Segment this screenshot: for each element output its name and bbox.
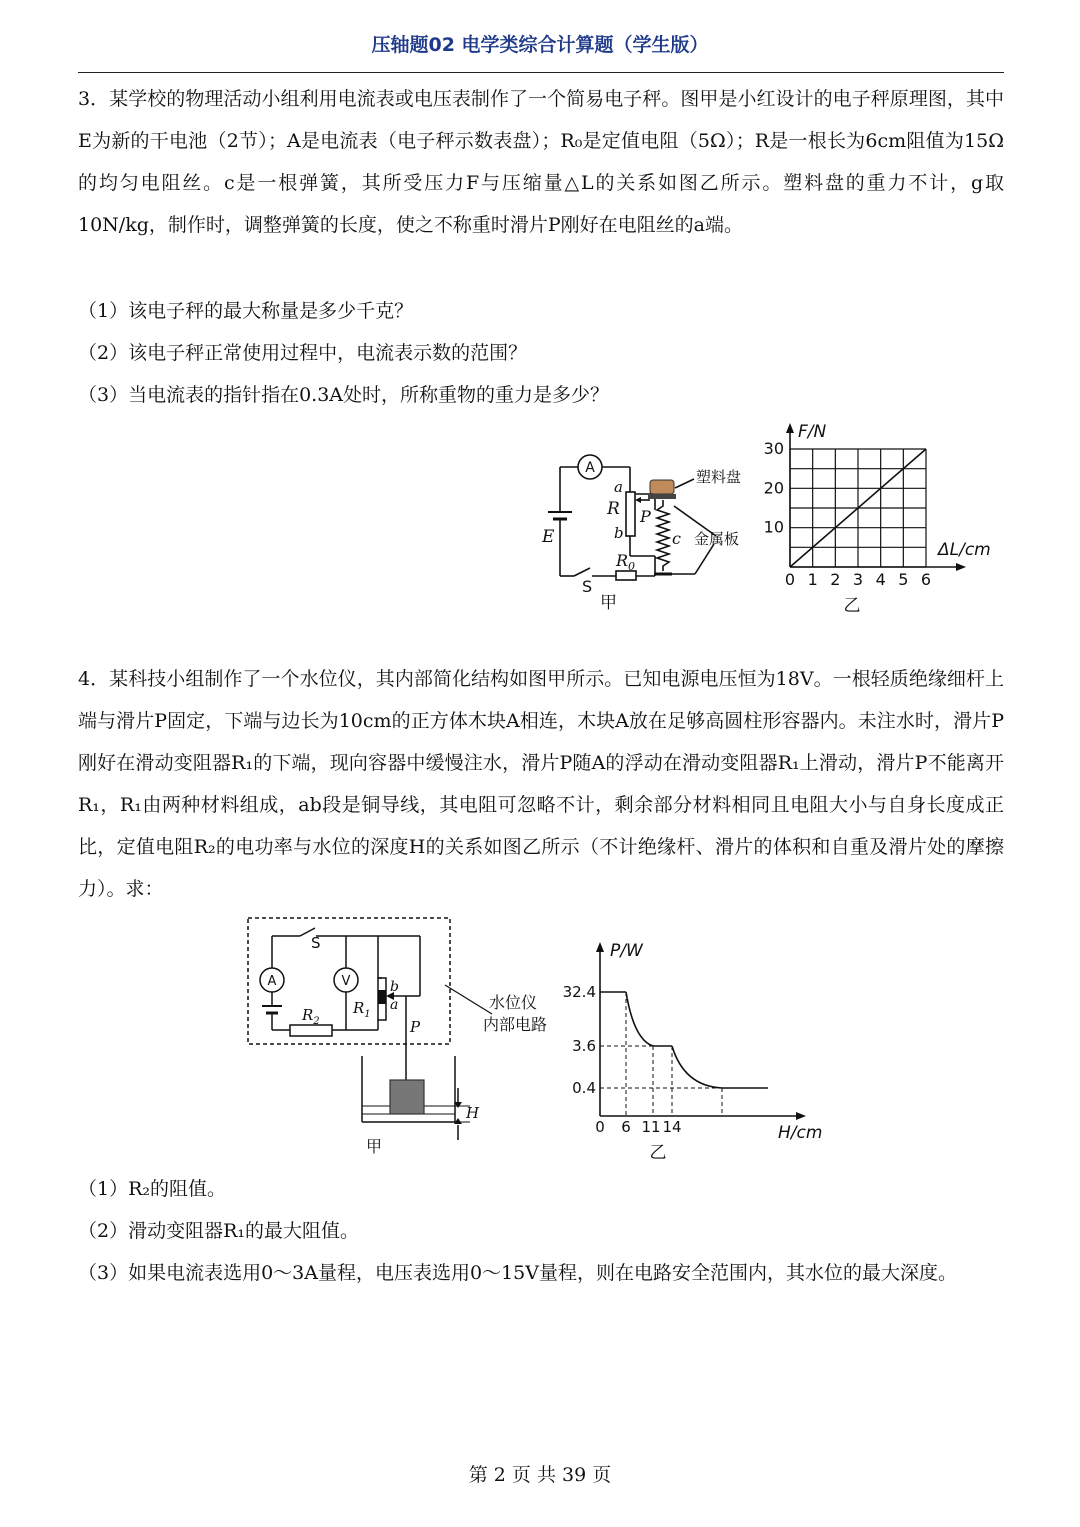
q3-label-S: S	[582, 577, 593, 596]
q4-sub3: （3）如果电流表选用0～3A量程，电压表选用0～15V量程，则在电路安全范围内，其水位的最大深度。	[78, 1262, 957, 1284]
chart3-x-axis-arrow	[956, 563, 966, 571]
chart3-x-tick-label: 6	[920, 570, 932, 589]
q3-label-plate: 塑料盘	[696, 468, 742, 486]
q3-label-E: E	[542, 527, 555, 547]
chart3-x-tick-label: 3	[852, 570, 864, 589]
page-footer-number: 第 2 页 共 39 页	[468, 1464, 612, 1486]
q4-r2-resistor	[290, 1025, 332, 1036]
q3-label-c: c	[672, 529, 681, 548]
chart4-y-tick-label: 3.6	[572, 1037, 596, 1055]
q4-ammeter-label: A	[267, 974, 277, 989]
q3-label-R: R	[607, 499, 620, 519]
chart3-x-tick-label: 2	[830, 570, 841, 589]
q3-circuit-figure	[530, 440, 760, 620]
q3-label-b: b	[614, 524, 624, 542]
chart3-y-tick-label: 10	[763, 517, 784, 537]
chart4-y-axis-arrow	[596, 942, 604, 952]
chart4-y-tick-label: 32.4	[562, 983, 596, 1001]
q4-sub1: （1）R₂的阻值。	[78, 1178, 227, 1200]
q3-force-compression-chart	[760, 415, 1010, 620]
q4-device-label-line2: 内部电路	[483, 1015, 548, 1034]
q4-wood-block	[390, 1080, 424, 1114]
q3-label-P: P	[640, 507, 651, 526]
chart4-caption: 乙	[649, 1143, 667, 1163]
chart3-y-axis-label: F/N	[798, 422, 827, 442]
page-header-title: 压轴题02 电学类综合计算题（学生版）	[371, 34, 709, 56]
q3-ammeter-label: A	[585, 460, 595, 476]
chart3-x-axis-label: ΔL/cm	[938, 540, 991, 560]
q4-label-R1: $R_1$	[353, 999, 371, 1020]
header-divider	[78, 72, 1004, 73]
chart4-x-tick-label: 11	[641, 1118, 661, 1136]
q3-stem: 3．某学校的物理活动小组利用电流表或电压表制作了一个简易电子秤。图甲是小红设计的电子秤原理图，其中E为新的干电池（2节）；A是电流表（电子秤示数表盘）；R₀是定值电阻（5Ω）；R是一根长为6cm阻值为15Ω的均匀电阻丝。c是一根弹簧，其所受压力F与压缩量△L的关系如图乙所示。塑料盘的重力不计，g取10N/kg，制作时，调整弹簧的长度，使之不称重时滑片P刚好在电阻丝的a端。	[78, 88, 1004, 236]
chart4-series-curve	[626, 992, 653, 1046]
q4-fig-a-caption: 甲	[366, 1137, 383, 1156]
chart4-x-axis-arrow	[796, 1112, 806, 1120]
q3-sub1: （1）该电子秤的最大称量是多少千克？	[78, 300, 414, 322]
chart3-y-axis-arrow	[786, 423, 794, 433]
chart4-x-tick-label: 14	[662, 1118, 682, 1136]
chart4-y-axis-label: P/W	[610, 941, 643, 961]
chart4-x-tick-label: 6	[621, 1118, 631, 1136]
q3-fig-a-caption: 甲	[600, 593, 617, 613]
q4-label-S: S	[311, 934, 321, 952]
q3-sub3: （3）当电流表的指针指在0.3A处时，所称重物的重力是多少？	[78, 384, 610, 406]
chart3-y-tick-label: 20	[763, 478, 784, 498]
chart3-x-tick-label: 5	[898, 570, 909, 589]
chart3-x-tick-label: 1	[807, 570, 818, 589]
q4-label-b: b	[390, 979, 399, 995]
q3-label-metal: 金属板	[694, 530, 740, 548]
q3-label-a: a	[614, 478, 623, 496]
q3-label-R0: $R_0$	[616, 551, 636, 573]
q4-label-R2: $R_2$	[302, 1006, 320, 1027]
q4-label-a: a	[390, 997, 399, 1013]
q3-sub2: （2）该电子秤正常使用过程中，电流表示数的范围？	[78, 342, 528, 364]
q4-label-P: P	[410, 1018, 421, 1036]
q4-power-depth-chart	[560, 932, 840, 1167]
q4-stem: 4．某科技小组制作了一个水位仪，其内部简化结构如图甲所示。已知电源电压恒为18V。一根轻质绝缘细杆上端与滑片P固定，下端与边长为10cm的正方体木块A相连，木块A放在足够高圆柱形容器内。未注水时，滑片P刚好在滑动变阻器R₁的下端，现向容器中缓慢注水，滑片P随A的浮动在滑动变阻器R₁上滑动，滑片P不能离开R₁，R₁由两种材料组成，ab段是铜导线，其电阻可忽略不计，剩余部分材料相同且电阻大小与自身长度成正比，定值电阻R₂的电功率与水位的深度H的关系如图乙所示（不计绝缘杆、滑片的体积和自重及滑片处的摩擦力）。求：	[78, 668, 1004, 900]
chart3-x-tick-label: 0	[784, 570, 796, 589]
chart4-y-tick-label: 0.4	[572, 1079, 596, 1097]
q4-sub2: （2）滑动变阻器R₁的最大阻值。	[78, 1220, 360, 1242]
chart3-y-tick-label: 30	[763, 439, 784, 458]
q4-label-H: H	[466, 1104, 480, 1122]
chart3-caption: 乙	[843, 596, 861, 616]
q4-voltmeter-label: V	[341, 974, 351, 989]
q3-resistance-wire	[626, 492, 635, 536]
chart3-x-tick-label: 4	[875, 570, 886, 589]
chart4-series-curve	[672, 1046, 722, 1088]
q4-circuit-figure	[240, 910, 560, 1160]
q4-device-label-line1: 水位仪	[489, 993, 538, 1012]
chart4-x-axis-label: H/cm	[778, 1123, 823, 1143]
q3-plastic-plate-icon	[650, 480, 674, 494]
chart4-x-tick-label: 0	[595, 1118, 605, 1136]
